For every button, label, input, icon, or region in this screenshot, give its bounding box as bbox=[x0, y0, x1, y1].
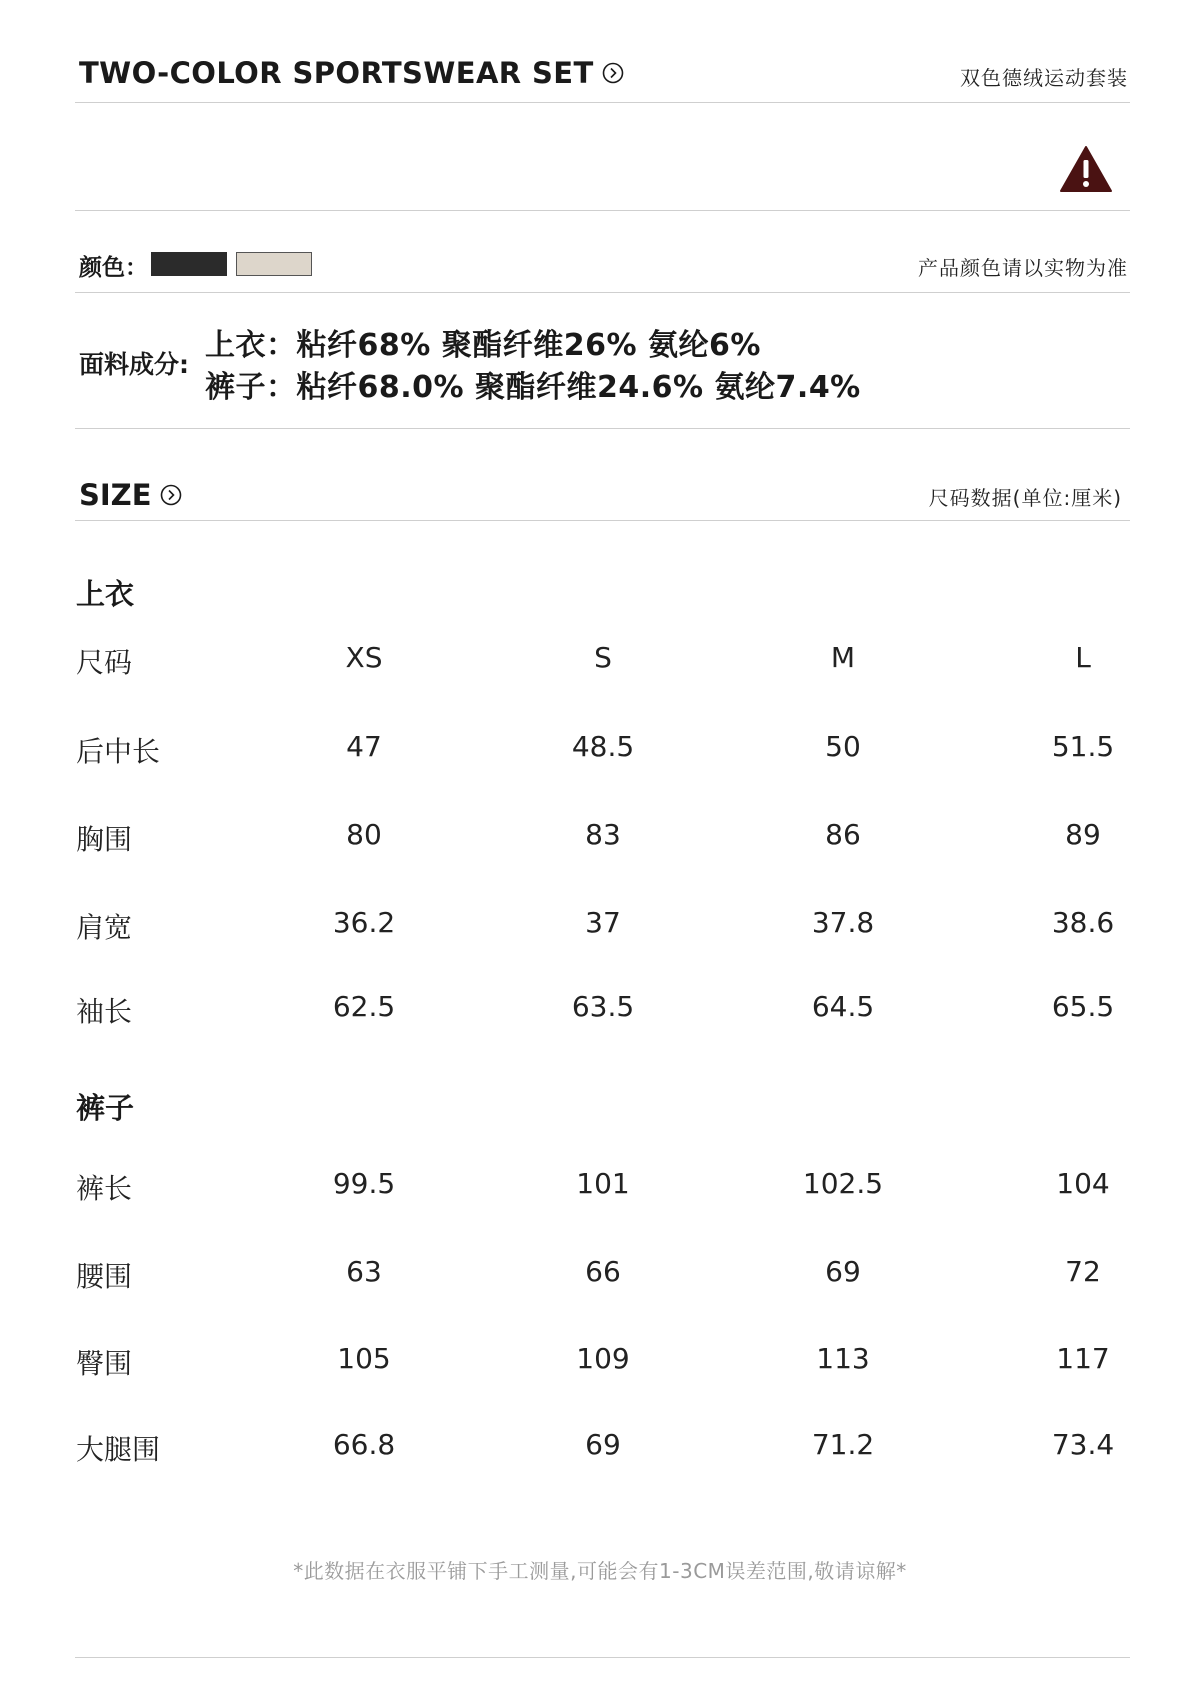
size-title-text: SIZE bbox=[79, 478, 152, 512]
chevron-circle-icon bbox=[602, 62, 624, 84]
cell-value: 109 bbox=[576, 1342, 630, 1375]
size-header-row bbox=[0, 641, 1200, 681]
top-section-title: 上衣 bbox=[76, 577, 135, 611]
cell-value: 102.5 bbox=[802, 1167, 884, 1200]
cell-value: 62.5 bbox=[332, 990, 396, 1023]
pants-section-title: 裤子 bbox=[76, 1091, 135, 1125]
cell-value: 86 bbox=[825, 818, 861, 851]
cell-value: 37.8 bbox=[811, 906, 875, 939]
cell-value: 64.5 bbox=[811, 990, 875, 1023]
divider bbox=[75, 210, 1130, 211]
divider bbox=[75, 520, 1130, 521]
page-title-text: TWO-COLOR SPORTSWEAR SET bbox=[79, 56, 594, 90]
row-label: 臀围 bbox=[76, 1347, 133, 1380]
size-unit-note: 尺码数据(单位:厘米) bbox=[928, 486, 1122, 510]
size-header-label: 尺码 bbox=[76, 646, 133, 679]
divider bbox=[75, 1657, 1130, 1658]
chevron-circle-icon bbox=[160, 484, 182, 506]
table-row bbox=[0, 818, 1200, 858]
size-header-xs: XS bbox=[345, 641, 383, 674]
cell-value: 73.4 bbox=[1051, 1428, 1115, 1461]
fabric-top: 上衣：粘纤68% 聚酯纤维26% 氨纶6% bbox=[205, 328, 761, 363]
cell-value: 89 bbox=[1065, 818, 1101, 851]
divider bbox=[75, 292, 1130, 293]
cell-value: 48.5 bbox=[571, 730, 635, 763]
cell-value: 37 bbox=[585, 906, 621, 939]
measurement-footnote: *此数据在衣服平铺下手工测量,可能会有1-3CM误差范围,敬请谅解* bbox=[293, 1559, 907, 1583]
table-row bbox=[0, 906, 1200, 946]
divider bbox=[75, 428, 1130, 429]
cell-value: 113 bbox=[816, 1342, 870, 1375]
table-row bbox=[0, 1167, 1200, 1207]
fabric-pants: 裤子：粘纤68.0% 聚酯纤维24.6% 氨纶7.4% bbox=[205, 370, 861, 405]
fabric-label: 面料成分: bbox=[79, 350, 189, 379]
cell-value: 66.8 bbox=[332, 1428, 396, 1461]
size-title bbox=[79, 478, 182, 512]
table-row bbox=[0, 730, 1200, 770]
product-name-cn: 双色德绒运动套装 bbox=[960, 66, 1128, 90]
cell-value: 104 bbox=[1056, 1167, 1110, 1200]
size-header-m: M bbox=[830, 641, 856, 674]
cell-value: 47 bbox=[346, 730, 382, 763]
cell-value: 117 bbox=[1056, 1342, 1110, 1375]
cell-value: 63 bbox=[346, 1255, 382, 1288]
cell-value: 69 bbox=[825, 1255, 861, 1288]
cell-value: 66 bbox=[585, 1255, 621, 1288]
row-label: 肩宽 bbox=[76, 911, 133, 944]
table-row bbox=[0, 1428, 1200, 1468]
warning-triangle-icon bbox=[1059, 145, 1113, 193]
cell-value: 80 bbox=[346, 818, 382, 851]
cell-value: 65.5 bbox=[1051, 990, 1115, 1023]
color-swatch-beige[interactable] bbox=[236, 252, 312, 276]
table-row bbox=[0, 990, 1200, 1030]
row-label: 腰围 bbox=[76, 1260, 133, 1293]
row-label: 大腿围 bbox=[76, 1433, 161, 1466]
size-header-l: L bbox=[1075, 641, 1091, 674]
row-label: 裤长 bbox=[76, 1172, 133, 1205]
table-row bbox=[0, 1342, 1200, 1382]
cell-value: 36.2 bbox=[332, 906, 396, 939]
cell-value: 51.5 bbox=[1051, 730, 1115, 763]
cell-value: 101 bbox=[576, 1167, 630, 1200]
color-label: 颜色： bbox=[79, 255, 148, 281]
page-title bbox=[79, 56, 624, 90]
cell-value: 69 bbox=[585, 1428, 621, 1461]
cell-value: 38.6 bbox=[1051, 906, 1115, 939]
cell-value: 105 bbox=[337, 1342, 391, 1375]
cell-value: 50 bbox=[825, 730, 861, 763]
color-swatch-black[interactable] bbox=[151, 252, 227, 276]
table-row bbox=[0, 1255, 1200, 1295]
row-label: 后中长 bbox=[76, 735, 161, 768]
row-label: 袖长 bbox=[76, 995, 133, 1028]
cell-value: 99.5 bbox=[332, 1167, 396, 1200]
divider bbox=[75, 102, 1130, 103]
cell-value: 71.2 bbox=[811, 1428, 875, 1461]
cell-value: 72 bbox=[1065, 1255, 1101, 1288]
color-note: 产品颜色请以实物为准 bbox=[918, 256, 1128, 280]
cell-value: 63.5 bbox=[571, 990, 635, 1023]
size-header-s: S bbox=[594, 641, 612, 674]
cell-value: 83 bbox=[585, 818, 621, 851]
row-label: 胸围 bbox=[76, 823, 133, 856]
